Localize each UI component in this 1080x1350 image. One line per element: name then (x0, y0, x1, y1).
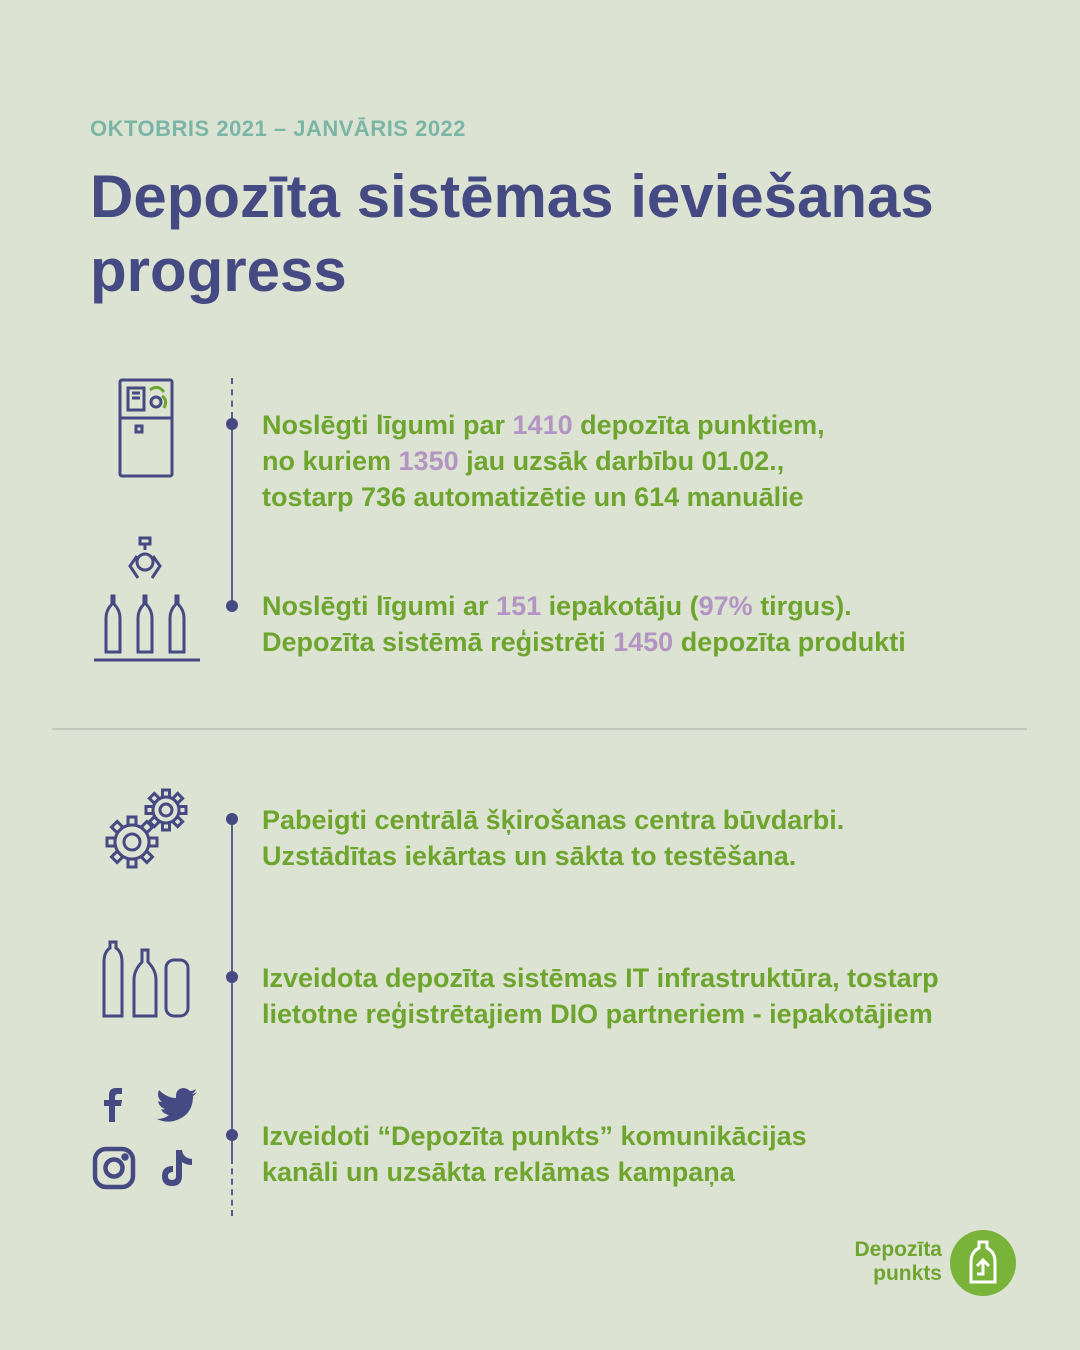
bottles-icon (100, 940, 192, 1020)
item-contracts-points: Noslēgti līgumi par 1410 depozīta punktiem, no kuriem 1350 jau uzsāk darbību 01.02., tostarp 736 automatizētie un 614 manuālie (262, 410, 825, 512)
timeline-line-1 (231, 418, 233, 608)
robotic-claw-bottles-icon (92, 536, 202, 664)
products-count: 1450 (613, 627, 674, 657)
period-subtitle: OKTOBRIS 2021 – JANVĀRIS 2022 (90, 116, 467, 141)
timeline-line-2 (231, 818, 233, 1158)
bottle-recycle-logo-icon (950, 1230, 1016, 1296)
instagram-icon (92, 1146, 136, 1190)
timeline-dot-1 (226, 418, 238, 430)
timeline-dot-4 (226, 971, 238, 983)
timeline-dot-3 (226, 813, 238, 825)
timeline-dot-5 (226, 1129, 238, 1141)
twitter-icon (156, 1088, 198, 1122)
vending-machine-icon (118, 378, 174, 478)
gears-icon (100, 784, 192, 874)
market-share: 97% (698, 591, 753, 621)
packagers-count: 151 (496, 591, 542, 621)
timeline-line-bottom-dash (231, 1158, 233, 1216)
timeline-line-top-dash (231, 378, 233, 418)
section-divider (52, 728, 1027, 730)
timeline-dot-2 (226, 600, 238, 612)
points-count: 1410 (512, 410, 573, 440)
brand-logo (950, 1230, 1016, 1296)
item-sorting-center: Pabeigti centrālā šķirošanas centra būvdarbi. Uzstādītas iekārtas un sākta to testēšana. (262, 805, 845, 871)
item-it-infrastructure: Izveidota depozīta sistēmas IT infrastruktūra, tostarp lietotne reģistrētajiem DIO partneriem - iepakotājiem (262, 963, 939, 1029)
brand-name: Depozīta punkts (854, 1238, 942, 1285)
facebook-icon (102, 1086, 126, 1122)
item-contracts-packagers: Noslēgti līgumi ar 151 iepakotāju (97% tirgus). Depozīta sistēmā reģistrēti 1450 depozīta produkti (262, 591, 906, 657)
page-title: Depozīta sistēmas ieviešanas progress (90, 163, 934, 304)
tiktok-icon (158, 1148, 196, 1188)
active-points-count: 1350 (398, 446, 459, 476)
item-communication-channels: Izveidoti “Depozīta punkts” komunikācijas kanāli un uzsākta reklāmas kampaņa (262, 1121, 807, 1187)
